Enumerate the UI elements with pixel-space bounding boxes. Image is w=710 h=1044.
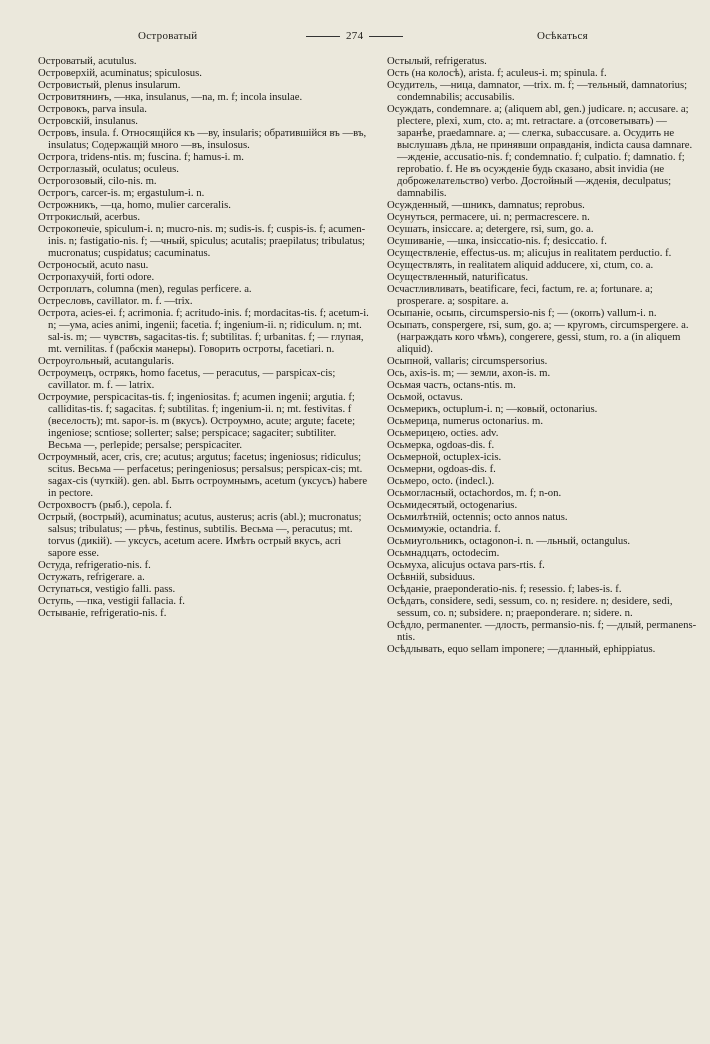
dictionary-entry: Острота, acies-ei. f; acrimonia. f; acritudo-inis. f; mordacitas-tis. f; acetum-i. n; —ума, acies animi, ingenii; facetia. f; ingenium-ii. n; ridiculum. n; mt. sal-is. m; — чувствъ, sagacitas-tis. f; subtilitas. f; urbanitas. f; — глупая, mt. vernilitas. f (рабскія манеры). Говорить остроты, facetiari. n. (38, 307, 369, 355)
dictionary-entry: Осьмимужіе, octandria. f. (387, 523, 501, 535)
dictionary-entry: Осушиваніе, —шка, insiccatio-nis. f; desiccatio. f. (387, 235, 607, 247)
dictionary-entry: Острога, tridens-ntis. m; fuscina. f; hamus-i. m. (38, 151, 244, 163)
dictionary-entry: Осѣдать, considere, sedi, sessum, co. n; residere. n; desidere, sedi, sessum, co. n; subsidere. n; praeponderare. n; sidere. n. (387, 595, 673, 619)
dictionary-entry: Осунуться, permacere, ui. n; permacrescere. n. (387, 211, 590, 223)
right-column (387, 55, 702, 655)
dictionary-entry: Осьмерни, ogdoas-dis. f. (387, 463, 496, 475)
page-number-block (306, 30, 403, 42)
dictionary-entry: Осуществленный, naturificatus. (387, 271, 529, 283)
dictionary-entry: Остроплатъ, columna (men), regulas perficere. a. (38, 283, 252, 295)
dictionary-entry: Осьмилѣтній, octennis; octo annos natus. (387, 511, 568, 523)
running-head-right: Осѣкаться (537, 30, 589, 42)
dictionary-entry: Осѣвній, subsiduus. (387, 571, 475, 583)
dictionary-entry: Оступь, —пка, vestigii fallacia. f. (38, 595, 185, 607)
dictionary-entry: Острокопечіе, spiculum-i. n; mucro-nis. m; sudis-is. f; cuspis-is. f; acumen-inis. n; fastigatio-nis. f; —чный, spiculus; acutalis; praepilatus; tribulatus; mucronatus; cuspidatus; cacuminatus. (38, 223, 366, 259)
dictionary-entry: Осьмеро, octo. (indecl.). (387, 475, 495, 487)
dictionary-entry: Остроносый, acuto nasu. (38, 259, 149, 271)
dictionary-entry: Осуждать, condemnare. a; (aliquem abl, gen.) judicare. n; accusare. a; plectere, plexi, xum, cto. a; mt. retractare. a (отсоветывать) — заранѣе, praedamnare. a; — слегка, subaccusare. a. Осудить не выслушавъ дѣла, не принявши оправданія, indicta causa damnare. —жденіе, accusatio-nis. f; condemnatio. f; culpatio. f; damnatio. f; reprobatio. f. Не въ осужденіе будь сказано, absit invidia (не доброжелательство) verbo. Достойный —жденія, deculpatus; damnabilis. (387, 103, 693, 199)
dictionary-entry: Осчастливливать, beatificare, feci, factum, re. a; fortunare. a; prosperare. a; sospitare. a. (387, 283, 653, 307)
dictionary-entry: Осьмогласный, octachordos, m. f; n-on. (387, 487, 562, 499)
dictionary-entry: Островскій, insulanus. (38, 115, 138, 127)
dictionary-entry: Островерхій, acuminatus; spiculosus. (38, 67, 202, 79)
dictionary-entry: Осѣданіе, praeponderatio-nis. f; resessio. f; labes-is. f. (387, 583, 622, 595)
dictionary-entry: Остужать, refrigerare. a. (38, 571, 145, 583)
dictionary-entry: Осушать, insiccare. a; detergere, rsi, sum, go. a. (387, 223, 594, 235)
dictionary-entry: Осьмерикъ, octuplum-i. n; —ковый, octonarius. (387, 403, 598, 415)
dictionary-entry: Остропахучій, forti odore. (38, 271, 155, 283)
dictionary-entry: Ость (на колосѣ), arista. f; aculeus-i. m; spinula. f. (387, 67, 607, 79)
dictionary-entry: Островокъ, parva insula. (38, 103, 147, 115)
dictionary-entry: Островистый, plenus insularum. (38, 79, 181, 91)
dictionary-entry: Отгрокислый, acerbus. (38, 211, 141, 223)
dictionary-entry: Остываніе, refrigeratio-nis. f. (38, 607, 167, 619)
running-head-left: Островатый (138, 30, 198, 42)
header-rule-right (369, 36, 403, 37)
dictionary-entry: Осьмерка, ogdoas-dis. f. (387, 439, 495, 451)
dictionary-entry: Оступаться, vestigio falli. pass. (38, 583, 176, 595)
dictionary-entry: Островитянинъ, —нка, insulanus, —na, m. f; incola insulae. (38, 91, 303, 103)
dictionary-entry: Острогозовый, cilo-nis. m. (38, 175, 157, 187)
dictionary-entry: Острожникъ, —ца, homo, mulier carceralis. (38, 199, 231, 211)
dictionary-entry: Осьмерица, numerus octonarius. m. (387, 415, 544, 427)
dictionary-entry: Осьмая часть, octans-ntis. m. (387, 379, 516, 391)
dictionary-entry: Осуществлять, in realitatem aliquid adducere, xi, ctum, co. a. (387, 259, 654, 271)
dictionary-entry: Острохвостъ (рыб.), cepola. f. (38, 499, 172, 511)
dictionary-entry: Остроглазый, oculatus; oculeus. (38, 163, 179, 175)
dictionary-entry: Осудитель, —ница, damnator, —trix. m. f; —тельный, damnatorius; condemnabilis; accusabilis. (387, 79, 688, 103)
dictionary-entry: Осѣдло, permanenter. —длость, permansio-nis. f; —длый, permanens-ntis. (387, 619, 697, 643)
header-rule-left (306, 36, 340, 37)
dictionary-entry: Осыпной, vallaris; circumspersorius. (387, 355, 548, 367)
dictionary-entry: Остресловъ, cavillator. m. f. —trix. (38, 295, 193, 307)
dictionary-entry: Осыпать, conspergere, rsi, sum, go. a; — кругомъ, circumspergere. a. (награждать кого чѣмъ), congerere, gessi, stum, ro. a (in aliquem aliquid). (387, 319, 689, 355)
dictionary-entry: Островъ, insula. f. Относящійся къ —ву, insularis; обратившійся въ —въ, insulatus; Содержащій много —въ, insulosus. (38, 127, 367, 151)
dictionary-entry: Остроумный, acer, cris, cre; acutus; argutus; facetus; ingeniosus; ridiculus; scitus. Весьма — perfacetus; peringeniosus; persalsus; perspicax-cis; mt. sagax-cis (чуткій). gen. abl. Быть остроумнымъ, acetum (уксусъ) habere in pectore. (38, 451, 368, 499)
dictionary-entry: Осьмерной, octuplex-icis. (387, 451, 502, 463)
dictionary-entry: Осьмидесятый, octogenarius. (387, 499, 518, 511)
dictionary-entry: Остроумецъ, острякъ, homo facetus, — peracutus, — parspicax-cis; cavillator. m. f. — latrix. (38, 367, 336, 391)
dictionary-entry: Осьмой, octavus. (387, 391, 463, 403)
dictionary-entry: Осѣдлывать, equo sellam imponere; —дланный, ephippiatus. (387, 643, 656, 655)
dictionary-entry: Ось, axis-is. m; — земли, axon-is. m. (387, 367, 551, 379)
dictionary-entry: Остылый, refrigeratus. (387, 55, 487, 67)
dictionary-entry: Островатый, acutulus. (38, 55, 137, 67)
dictionary-entry: Осужденный, —шникъ, damnatus; reprobus. (387, 199, 585, 211)
dictionary-entry: Острогъ, carcer-is. m; ergastulum-i. n. (38, 187, 205, 199)
dictionary-entry: Остроумие, perspicacitas-tis. f; ingeniositas. f; acumen ingenii; argutia. f; calliditas-tis. f; sagacitas. f; subtilitas. f; ingenium-ii. n; mt. festivitas. f (веселость); mt. sapor-is. m (вкусъ). Остроумно, acute; argute; facete; ingeniose; scntiose; sollerter; salse; perspicace; sagaciter; subtiliter. Весьма —, perlepide; persalse; perspicaciter. (38, 391, 356, 451)
dictionary-entry: Осьмнадцать, octodecim. (387, 547, 500, 559)
left-column (38, 55, 370, 619)
page-number: 274 (346, 30, 364, 42)
dictionary-entry: Осьмиугольникъ, octagonon-i. n. —льный, octangulus. (387, 535, 631, 547)
dictionary-entry: Осьмуха, alicujus octava pars-rtis. f. (387, 559, 545, 571)
dictionary-entry: Остуда, refrigeratio-nis. f. (38, 559, 151, 571)
dictionary-entry: Осьмерицею, octies. adv. (387, 427, 499, 439)
dictionary-entry: Острый, (вострый), acuminatus; acutus, austerus; acris (abl.); mucronatus; salsus; tribulatus; — рѣчь, festinus, subtilis. Весьма —, peracutus; mt. torvus (дикій). — уксусъ, acetum acere. Имѣть острый вкусъ, acri sapore esse. (38, 511, 362, 559)
dictionary-entry: Осуществленіе, effectus-us. m; alicujus in realitatem perductio. f. (387, 247, 672, 259)
dictionary-entry: Остроугольный, acutangularis. (38, 355, 175, 367)
dictionary-entry: Осыпаніе, осыпь, circumspersio-nis f; — (окопъ) vallum-i. n. (387, 307, 657, 319)
